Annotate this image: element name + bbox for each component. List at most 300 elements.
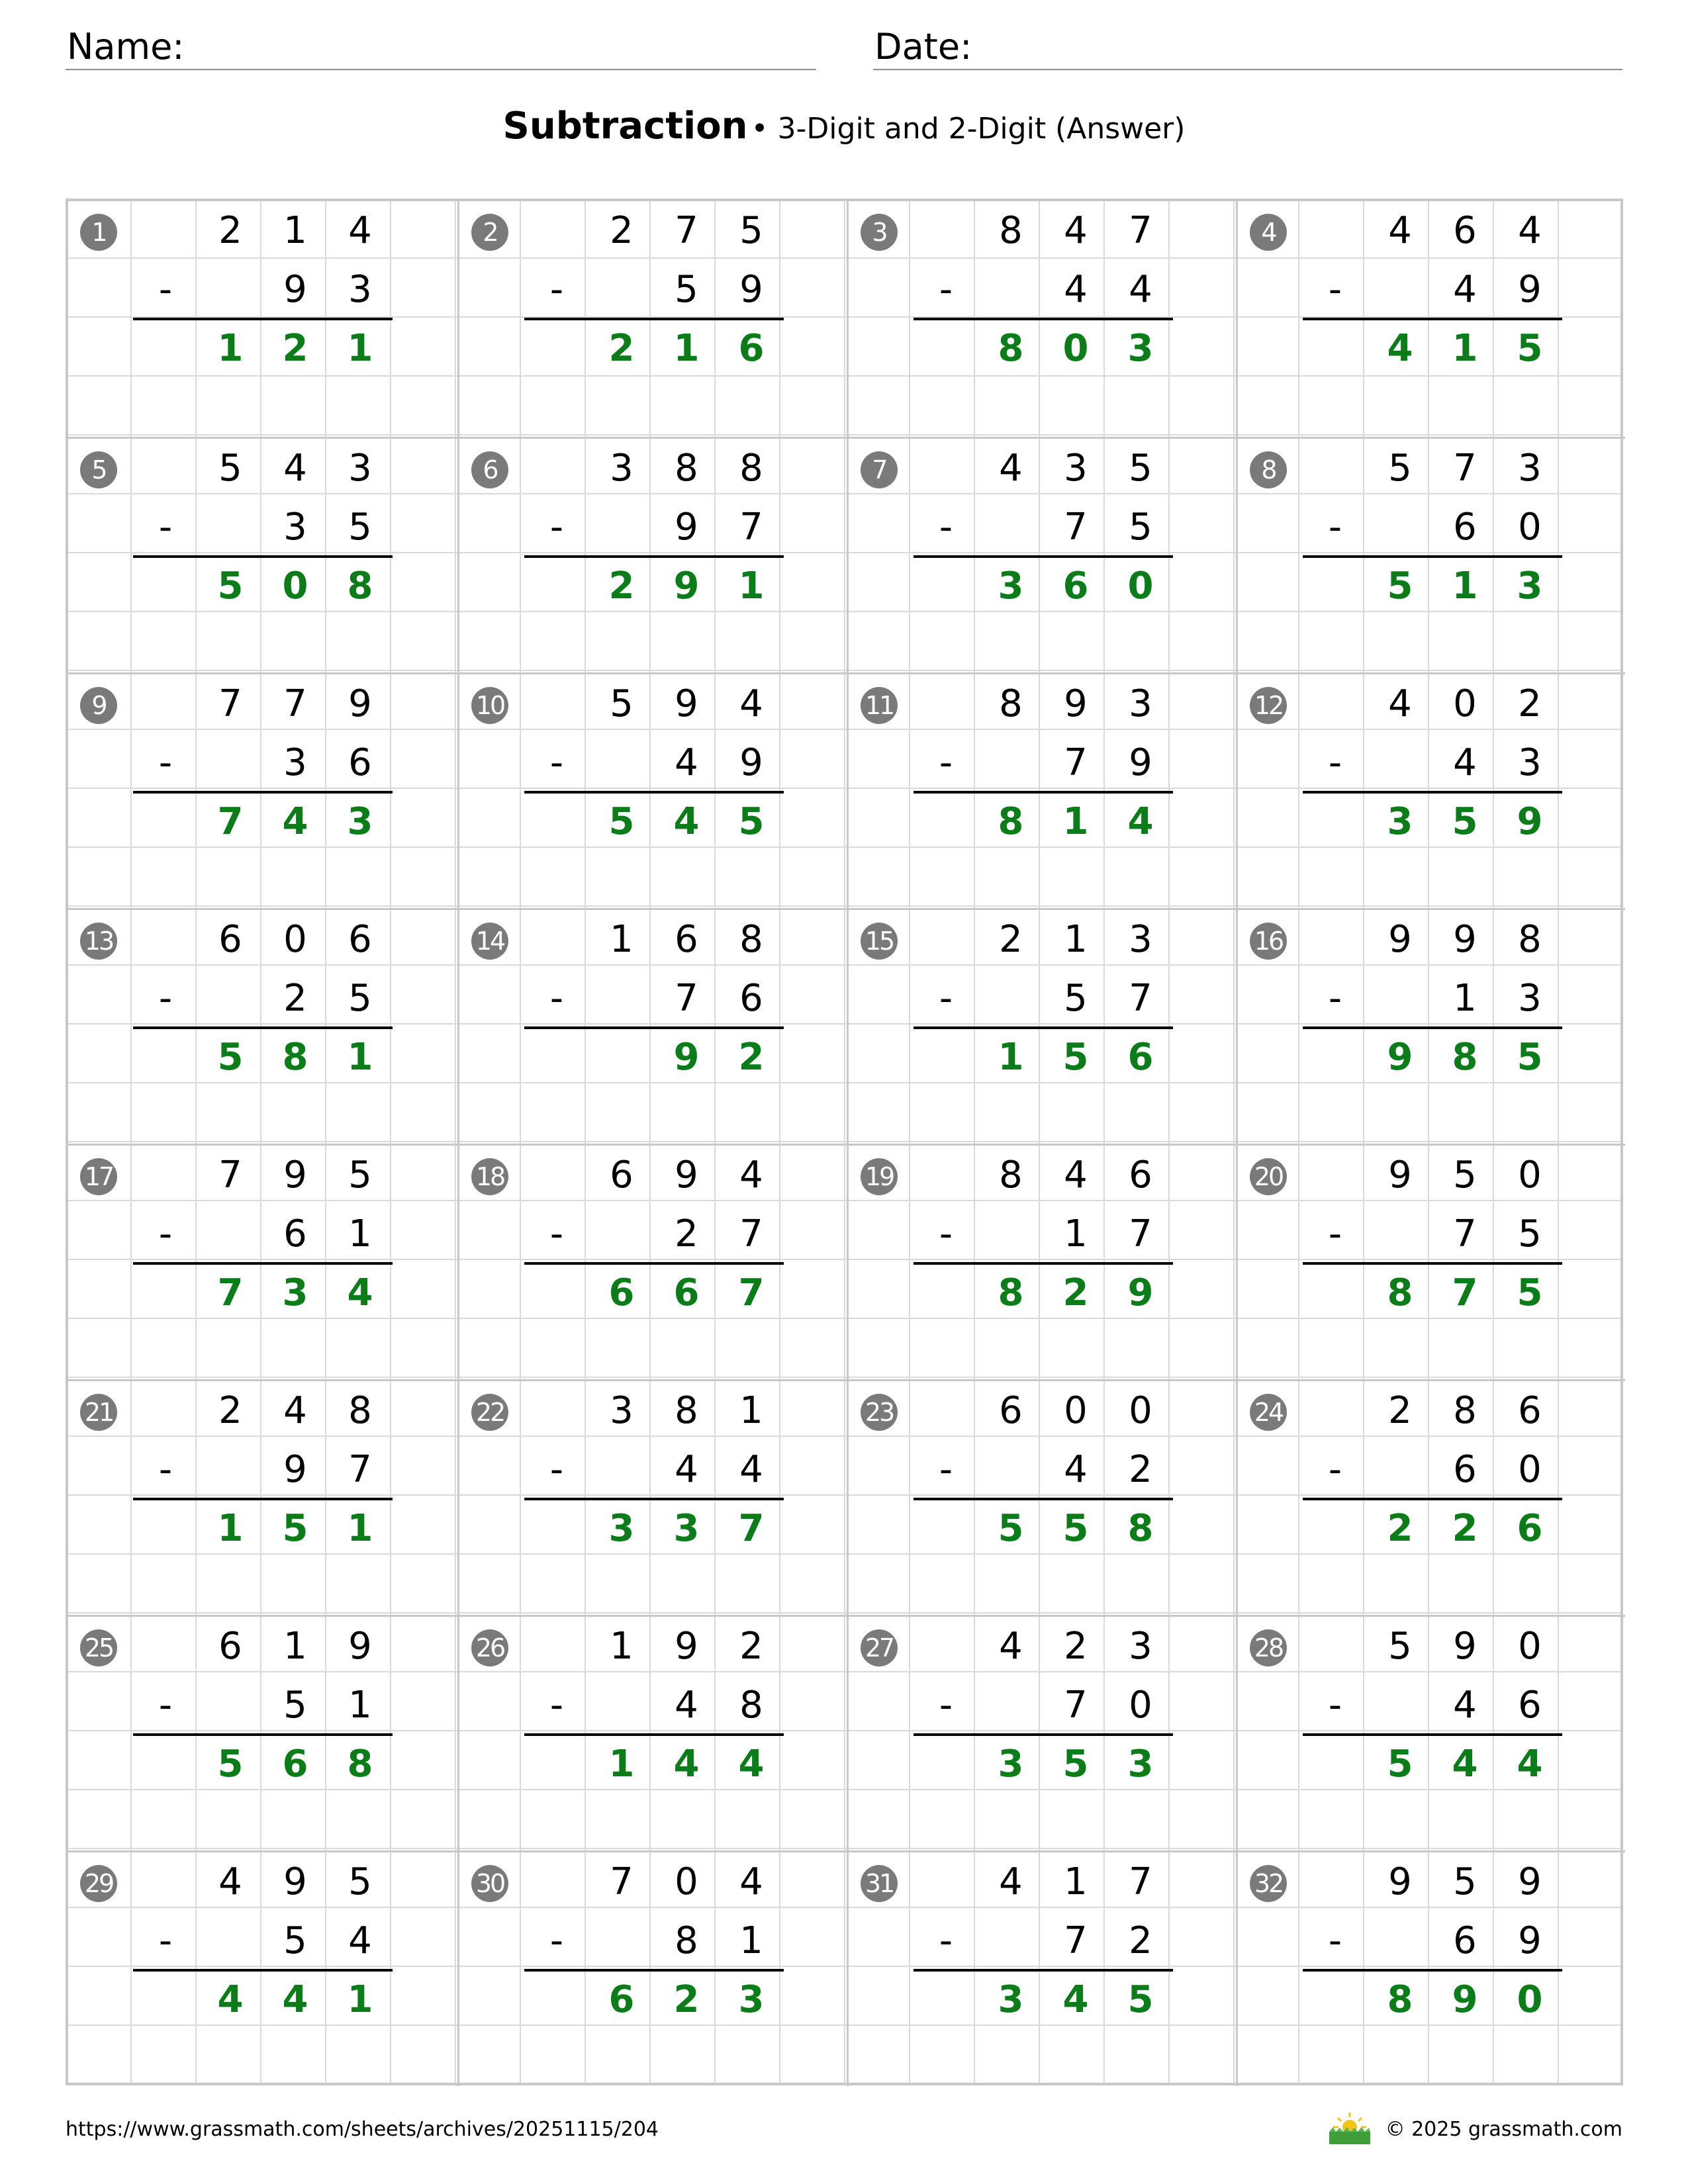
- answer-digit: 3: [1387, 800, 1413, 843]
- minus-sign: -: [549, 506, 564, 549]
- minuend-digit: 6: [218, 1625, 242, 1668]
- answer-digit: 4: [217, 1978, 244, 2021]
- minuend-digit: 8: [675, 1389, 698, 1432]
- answer-digit: 5: [608, 800, 635, 843]
- worksheet-title: [0, 105, 1688, 148]
- problem-number-badge: 6: [471, 451, 508, 488]
- answer-digit: 5: [1517, 327, 1543, 370]
- problem-block: [68, 201, 457, 437]
- answer-digit: 1: [738, 565, 765, 608]
- subtrahend-digit: 7: [348, 1448, 372, 1491]
- subtrahend-digit: 4: [1064, 268, 1088, 311]
- answer-digit: 6: [738, 327, 765, 370]
- subtrahend-digit: 5: [283, 1684, 307, 1727]
- problem-block: [457, 1615, 847, 1850]
- problem-number-badge: 25: [80, 1629, 117, 1666]
- answer-digit: 7: [217, 1271, 244, 1314]
- minus-sign: -: [939, 741, 953, 784]
- problem-number-badge: 32: [1250, 1865, 1287, 1902]
- minus-sign: -: [1328, 1448, 1342, 1491]
- minuend-digit: 3: [1129, 682, 1152, 725]
- answer-digit: 0: [1127, 565, 1154, 608]
- subtrahend-digit: 5: [675, 268, 698, 311]
- subtrahend-digit: 2: [1129, 1448, 1152, 1491]
- minuend-digit: 4: [218, 1860, 242, 1903]
- minuend-digit: 4: [999, 1625, 1023, 1668]
- minuend-digit: 1: [1064, 918, 1088, 961]
- problem-block: [847, 1615, 1236, 1850]
- answer-digit: 6: [1127, 1036, 1154, 1079]
- minus-sign: -: [939, 506, 953, 549]
- answer-digit: 8: [998, 1271, 1024, 1314]
- minuend-digit: 7: [218, 682, 242, 725]
- answer-digit: 4: [282, 1978, 308, 2021]
- minuend-digit: 7: [1453, 447, 1477, 490]
- answer-digit: 5: [1127, 1978, 1154, 2021]
- minuend-digit: 9: [1388, 1154, 1412, 1197]
- problem-block: [847, 908, 1236, 1144]
- answer-digit: 6: [673, 1271, 700, 1314]
- problem-block: [457, 1379, 847, 1615]
- minuend-digit: 8: [739, 447, 763, 490]
- minuend-digit: 1: [1064, 1860, 1088, 1903]
- answer-digit: 2: [673, 1978, 700, 2021]
- problem-block: [847, 1379, 1236, 1615]
- minuend-digit: 5: [1388, 1625, 1412, 1668]
- subtrahend-digit: 4: [675, 1448, 698, 1491]
- name-field[interactable]: [66, 26, 816, 70]
- subtrahend-digit: 5: [1518, 1212, 1542, 1255]
- minus-sign: -: [549, 1448, 564, 1491]
- minus-sign: -: [549, 268, 564, 311]
- problem-number-badge: 30: [471, 1865, 508, 1902]
- problem-block: [1236, 1144, 1625, 1379]
- minuend-digit: 4: [1518, 209, 1542, 252]
- minus-sign: -: [1328, 1919, 1342, 1962]
- answer-digit: 3: [282, 1271, 308, 1314]
- minuend-digit: 4: [1064, 209, 1088, 252]
- title-main: Subtraction: [502, 105, 748, 148]
- answer-digit: 9: [1127, 1271, 1154, 1314]
- problem-number-badge: 21: [80, 1394, 117, 1431]
- answer-digit: 3: [1127, 1743, 1154, 1786]
- minuend-digit: 9: [1064, 682, 1088, 725]
- problem-number-badge: 20: [1250, 1158, 1287, 1195]
- subtrahend-digit: 9: [675, 506, 698, 549]
- subtrahend-digit: 2: [675, 1212, 698, 1255]
- minus-sign: -: [549, 1212, 564, 1255]
- subtrahend-digit: 9: [739, 268, 763, 311]
- minus-sign: -: [158, 506, 173, 549]
- answer-digit: 1: [1062, 800, 1089, 843]
- minuend-digit: 5: [348, 1154, 372, 1197]
- problem-block: [1236, 437, 1625, 672]
- minus-sign: -: [158, 1448, 173, 1491]
- answer-digit: 5: [1062, 1743, 1089, 1786]
- minuend-digit: 3: [1129, 918, 1152, 961]
- answer-digit: 5: [217, 1036, 244, 1079]
- minuend-digit: 4: [283, 447, 307, 490]
- subtrahend-digit: 3: [348, 268, 372, 311]
- subtrahend-digit: 9: [1129, 741, 1152, 784]
- answer-digit: 9: [1387, 1036, 1413, 1079]
- minuend-digit: 2: [610, 209, 633, 252]
- subtrahend-digit: 7: [675, 977, 698, 1020]
- answer-digit: 5: [1517, 1036, 1543, 1079]
- problem-block: [457, 1144, 847, 1379]
- minuend-digit: 8: [739, 918, 763, 961]
- problem-number-badge: 31: [861, 1865, 898, 1902]
- title-subtitle: • 3-Digit and 2-Digit (Answer): [751, 112, 1186, 146]
- subtrahend-digit: 4: [675, 741, 698, 784]
- minuend-digit: 6: [610, 1154, 633, 1197]
- minuend-digit: 4: [739, 1860, 763, 1903]
- answer-digit: 8: [1127, 1507, 1154, 1550]
- minuend-digit: 2: [218, 209, 242, 252]
- minuend-digit: 6: [348, 918, 372, 961]
- answer-digit: 9: [673, 1036, 700, 1079]
- problem-number-badge: 29: [80, 1865, 117, 1902]
- minuend-digit: 1: [283, 1625, 307, 1668]
- problem-number-badge: 27: [861, 1629, 898, 1666]
- minus-sign: -: [1328, 741, 1342, 784]
- problem-block: [847, 1850, 1236, 2086]
- minuend-digit: 9: [675, 682, 698, 725]
- answer-digit: 7: [217, 800, 244, 843]
- subtrahend-digit: 7: [1129, 977, 1152, 1020]
- problem-block: [457, 672, 847, 908]
- problem-block: [68, 1379, 457, 1615]
- minus-sign: -: [1328, 1212, 1342, 1255]
- minuend-digit: 5: [1129, 447, 1152, 490]
- subtrahend-digit: 4: [1129, 268, 1152, 311]
- minuend-digit: 2: [1518, 682, 1542, 725]
- answer-digit: 5: [217, 565, 244, 608]
- minuend-digit: 5: [218, 447, 242, 490]
- minuend-digit: 3: [348, 447, 372, 490]
- answer-digit: 2: [1452, 1507, 1478, 1550]
- subtrahend-digit: 6: [739, 977, 763, 1020]
- answer-digit: 8: [347, 565, 373, 608]
- minuend-digit: 0: [1518, 1154, 1542, 1197]
- subtrahend-digit: 9: [283, 268, 307, 311]
- subtrahend-digit: 4: [1453, 741, 1477, 784]
- minuend-digit: 7: [1129, 209, 1152, 252]
- answer-digit: 3: [738, 1978, 765, 2021]
- minus-sign: -: [939, 268, 953, 311]
- problem-number-badge: 5: [80, 451, 117, 488]
- subtrahend-digit: 1: [739, 1919, 763, 1962]
- minuend-digit: 7: [1129, 1860, 1152, 1903]
- minuend-digit: 0: [1453, 682, 1477, 725]
- minus-sign: -: [549, 1919, 564, 1962]
- answer-digit: 0: [1062, 327, 1089, 370]
- problem-block: [1236, 1615, 1625, 1850]
- minuend-digit: 4: [348, 209, 372, 252]
- minuend-digit: 3: [1518, 447, 1542, 490]
- minus-sign: -: [158, 1212, 173, 1255]
- problem-block: [1236, 672, 1625, 908]
- minuend-digit: 4: [1388, 682, 1412, 725]
- subtrahend-digit: 7: [739, 506, 763, 549]
- answer-digit: 9: [673, 565, 700, 608]
- problem-block: [1236, 1379, 1625, 1615]
- date-field[interactable]: [873, 26, 1622, 70]
- answer-digit: 1: [347, 1507, 373, 1550]
- answer-digit: 6: [1517, 1507, 1543, 1550]
- answer-digit: 0: [282, 565, 308, 608]
- minuend-digit: 1: [283, 209, 307, 252]
- problem-number-badge: 11: [861, 687, 898, 724]
- subtrahend-digit: 6: [1453, 506, 1477, 549]
- subtrahend-digit: 2: [283, 977, 307, 1020]
- minus-sign: -: [939, 1684, 953, 1727]
- answer-digit: 5: [1387, 565, 1413, 608]
- problem-block: [68, 908, 457, 1144]
- subtrahend-digit: 6: [1453, 1448, 1477, 1491]
- minus-sign: -: [158, 1684, 173, 1727]
- subtrahend-digit: 1: [1453, 977, 1477, 1020]
- subtrahend-digit: 5: [348, 977, 372, 1020]
- problem-block: [1236, 1850, 1625, 2086]
- answer-digit: 8: [282, 1036, 308, 1079]
- problem-number-badge: 26: [471, 1629, 508, 1666]
- problem-block: [1236, 908, 1625, 1144]
- problem-block: [847, 672, 1236, 908]
- minuend-digit: 7: [610, 1860, 633, 1903]
- answer-digit: 1: [347, 1036, 373, 1079]
- minus-sign: -: [939, 1448, 953, 1491]
- answer-digit: 6: [608, 1978, 635, 2021]
- worksheet-header: [66, 26, 1622, 69]
- name-label: Name:: [67, 26, 185, 68]
- minus-sign: -: [549, 977, 564, 1020]
- subtrahend-digit: 6: [1453, 1919, 1477, 1962]
- problem-block: [457, 437, 847, 672]
- subtrahend-digit: 2: [1129, 1919, 1152, 1962]
- subtrahend-digit: 6: [283, 1212, 307, 1255]
- answer-digit: 4: [1062, 1978, 1089, 2021]
- subtrahend-digit: 7: [739, 1212, 763, 1255]
- answer-digit: 7: [738, 1271, 765, 1314]
- date-label: Date:: [874, 26, 972, 68]
- problem-block: [68, 1850, 457, 2086]
- subtrahend-digit: 4: [1453, 268, 1477, 311]
- minuend-digit: 9: [1388, 1860, 1412, 1903]
- subtrahend-digit: 9: [739, 741, 763, 784]
- footer-copyright: © 2025 grassmath.com: [1385, 2118, 1622, 2141]
- subtrahend-digit: 5: [1064, 977, 1088, 1020]
- problem-number-badge: 28: [1250, 1629, 1287, 1666]
- answer-digit: 4: [738, 1743, 765, 1786]
- answer-digit: 2: [738, 1036, 765, 1079]
- subtrahend-digit: 9: [1518, 268, 1542, 311]
- subtrahend-digit: 7: [1064, 506, 1088, 549]
- problem-block: [847, 201, 1236, 437]
- footer-url[interactable]: https://www.grassmath.com/sheets/archives/20251115/204: [66, 2118, 659, 2141]
- subtrahend-digit: 4: [1453, 1684, 1477, 1727]
- answer-digit: 6: [282, 1743, 308, 1786]
- subtrahend-digit: 7: [1453, 1212, 1477, 1255]
- answer-digit: 3: [673, 1507, 700, 1550]
- subtrahend-digit: 4: [739, 1448, 763, 1491]
- minus-sign: -: [549, 741, 564, 784]
- problem-block: [68, 1144, 457, 1379]
- subtrahend-digit: 5: [283, 1919, 307, 1962]
- minuend-digit: 8: [999, 1154, 1023, 1197]
- answer-digit: 8: [1387, 1271, 1413, 1314]
- problem-number-badge: 10: [471, 687, 508, 724]
- problem-block: [457, 201, 847, 437]
- answer-digit: 2: [608, 565, 635, 608]
- subtrahend-digit: 3: [283, 741, 307, 784]
- problem-number-badge: 7: [861, 451, 898, 488]
- answer-digit: 7: [1452, 1271, 1478, 1314]
- minus-sign: -: [158, 977, 173, 1020]
- minuend-digit: 8: [999, 209, 1023, 252]
- problem-block: [457, 1850, 847, 2086]
- subtrahend-digit: 8: [675, 1919, 698, 1962]
- minuend-digit: 5: [1388, 447, 1412, 490]
- minuend-digit: 0: [283, 918, 307, 961]
- answer-digit: 9: [1517, 800, 1543, 843]
- subtrahend-digit: 8: [739, 1684, 763, 1727]
- answer-digit: 1: [347, 1978, 373, 2021]
- answer-digit: 5: [1452, 800, 1478, 843]
- subtrahend-digit: 1: [1064, 1212, 1088, 1255]
- answer-digit: 8: [998, 327, 1024, 370]
- problem-number-badge: 23: [861, 1394, 898, 1431]
- minuend-digit: 4: [1388, 209, 1412, 252]
- answer-digit: 5: [998, 1507, 1024, 1550]
- minus-sign: -: [158, 268, 173, 311]
- minuend-digit: 4: [1064, 1154, 1088, 1197]
- answer-digit: 1: [347, 327, 373, 370]
- minuend-digit: 2: [1064, 1625, 1088, 1668]
- minuend-digit: 1: [610, 1625, 633, 1668]
- problem-number-badge: 13: [80, 923, 117, 960]
- answer-digit: 2: [1062, 1271, 1089, 1314]
- answer-digit: 2: [282, 327, 308, 370]
- minuend-digit: 8: [1518, 918, 1542, 961]
- answer-digit: 3: [998, 1743, 1024, 1786]
- minuend-digit: 9: [1453, 1625, 1477, 1668]
- subtrahend-digit: 4: [675, 1684, 698, 1727]
- answer-digit: 5: [738, 800, 765, 843]
- problem-number-badge: 16: [1250, 923, 1287, 960]
- answer-digit: 8: [1387, 1978, 1413, 2021]
- problem-block: [68, 1615, 457, 1850]
- problem-number-badge: 18: [471, 1158, 508, 1195]
- grass-sun-logo-icon: [1327, 2110, 1373, 2146]
- answer-digit: 4: [1517, 1743, 1543, 1786]
- minuend-digit: 9: [1518, 1860, 1542, 1903]
- answer-digit: 1: [998, 1036, 1024, 1079]
- answer-digit: 5: [1062, 1507, 1089, 1550]
- answer-digit: 3: [1127, 327, 1154, 370]
- minuend-digit: 2: [999, 918, 1023, 961]
- subtrahend-digit: 6: [348, 741, 372, 784]
- answer-digit: 1: [608, 1743, 635, 1786]
- minuend-digit: 9: [348, 1625, 372, 1668]
- answer-digit: 4: [673, 1743, 700, 1786]
- subtrahend-digit: 1: [348, 1212, 372, 1255]
- answer-digit: 6: [1062, 565, 1089, 608]
- minuend-digit: 3: [1129, 1625, 1152, 1668]
- answer-digit: 1: [1452, 327, 1478, 370]
- subtrahend-digit: 7: [1064, 1684, 1088, 1727]
- minus-sign: -: [1328, 1684, 1342, 1727]
- minuend-digit: 8: [999, 682, 1023, 725]
- minuend-digit: 8: [1453, 1389, 1477, 1432]
- answer-digit: 1: [217, 1507, 244, 1550]
- answer-digit: 1: [673, 327, 700, 370]
- minuend-digit: 4: [283, 1389, 307, 1432]
- problem-block: [68, 437, 457, 672]
- answer-digit: 6: [608, 1271, 635, 1314]
- minuend-digit: 2: [218, 1389, 242, 1432]
- problem-block: [847, 437, 1236, 672]
- subtrahend-digit: 0: [1518, 1448, 1542, 1491]
- problem-number-badge: 19: [861, 1158, 898, 1195]
- answer-digit: 2: [1387, 1507, 1413, 1550]
- minuend-digit: 8: [348, 1389, 372, 1432]
- answer-digit: 4: [1387, 327, 1413, 370]
- answer-digit: 2: [608, 327, 635, 370]
- problem-grid: [66, 199, 1623, 2085]
- problem-number-badge: 12: [1250, 687, 1287, 724]
- subtrahend-digit: 0: [1129, 1684, 1152, 1727]
- minus-sign: -: [1328, 268, 1342, 311]
- minuend-digit: 0: [1129, 1389, 1152, 1432]
- answer-digit: 8: [998, 800, 1024, 843]
- answer-digit: 7: [738, 1507, 765, 1550]
- minuend-digit: 4: [999, 447, 1023, 490]
- minuend-digit: 6: [1518, 1389, 1542, 1432]
- answer-digit: 4: [1452, 1743, 1478, 1786]
- minuend-digit: 4: [999, 1860, 1023, 1903]
- minuend-digit: 6: [1129, 1154, 1152, 1197]
- minus-sign: -: [939, 1212, 953, 1255]
- minuend-digit: 7: [218, 1154, 242, 1197]
- problem-number-badge: 15: [861, 923, 898, 960]
- answer-digit: 5: [1062, 1036, 1089, 1079]
- problem-number-badge: 14: [471, 923, 508, 960]
- minuend-digit: 9: [675, 1625, 698, 1668]
- minuend-digit: 7: [283, 682, 307, 725]
- answer-digit: 3: [998, 565, 1024, 608]
- problem-number-badge: 24: [1250, 1394, 1287, 1431]
- minuend-digit: 3: [610, 1389, 633, 1432]
- minuend-digit: 9: [675, 1154, 698, 1197]
- minuend-digit: 9: [348, 682, 372, 725]
- minuend-digit: 2: [1388, 1389, 1412, 1432]
- answer-digit: 8: [1452, 1036, 1478, 1079]
- minuend-digit: 8: [675, 447, 698, 490]
- answer-digit: 3: [998, 1978, 1024, 2021]
- problem-number-badge: 3: [861, 214, 898, 251]
- answer-digit: 4: [1127, 800, 1154, 843]
- minuend-digit: 6: [218, 918, 242, 961]
- answer-digit: 5: [217, 1743, 244, 1786]
- minuend-digit: 0: [1518, 1625, 1542, 1668]
- subtrahend-digit: 7: [1129, 1212, 1152, 1255]
- subtrahend-digit: 9: [1518, 1919, 1542, 1962]
- minuend-digit: 3: [610, 447, 633, 490]
- answer-digit: 1: [217, 327, 244, 370]
- minuend-digit: 9: [283, 1860, 307, 1903]
- minuend-digit: 9: [1453, 918, 1477, 961]
